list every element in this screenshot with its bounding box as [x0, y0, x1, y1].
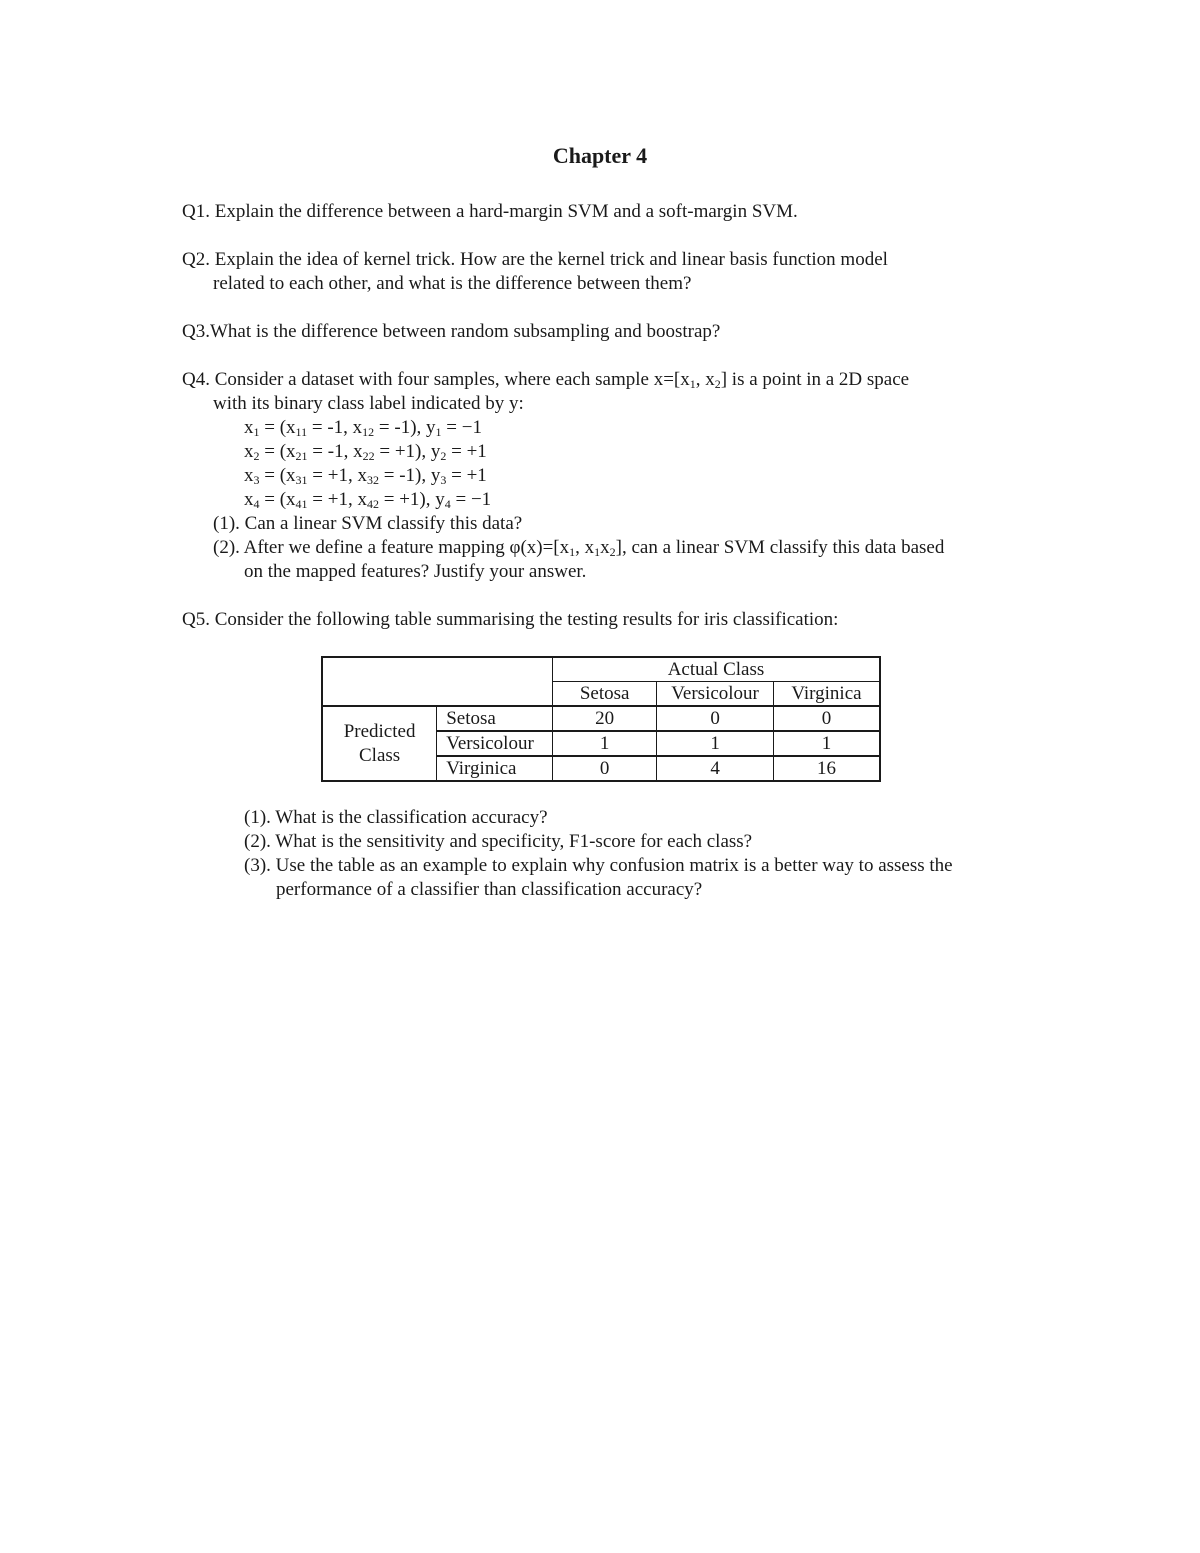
table-cell: 4	[657, 756, 774, 781]
table-cell: 1	[657, 731, 774, 756]
predicted-class-label: Predicted Class	[322, 706, 437, 781]
row-header: Virginica	[437, 756, 553, 781]
question-2-line-1: Q2. Explain the idea of kernel trick. How are the kernel trick and linear basis function model	[182, 249, 888, 270]
question-1: Q1. Explain the difference between a hard-margin SVM and a soft-margin SVM.	[182, 201, 798, 222]
chapter-title: Chapter 4	[552, 143, 648, 168]
sample-row: $x_1 = (x_{11} = -1$, $x_{12} = -1$), $y_1 = -1$	[244, 417, 482, 439]
row-header: Versicolour	[437, 731, 553, 756]
table-cell: 0	[773, 706, 880, 731]
question-5-part-1: (1). What is the classification accuracy?	[244, 807, 548, 828]
column-header: Setosa	[552, 682, 656, 707]
question-5-part-3-line-2: performance of a classifier than classification accuracy?	[276, 879, 703, 900]
table-cell: 1	[773, 731, 880, 756]
question-5-part-2: (2). What is the sensitivity and specificity, F1-score for each class?	[244, 831, 753, 852]
table-cell: 0	[552, 756, 656, 781]
actual-class-header: Actual Class	[552, 657, 880, 682]
column-header: Versicolour	[657, 682, 774, 707]
table-cell: 16	[773, 756, 880, 781]
question-2-line-2: related to each other, and what is the difference between them?	[213, 273, 692, 294]
table-cell: 20	[552, 706, 656, 731]
question-5-intro: Q5. Consider the following table summarising the testing results for iris classification:	[182, 609, 839, 630]
question-4-intro: Q4. Consider a dataset with four samples, where each sample $x=[x_1$, $x_2$] is a point in a 2D space	[182, 369, 910, 391]
question-4-part-2: (2). After we define a feature mapping $\varphi(x)=[x_1$, $x_1x_2$], can a linear SVM classify this data based	[213, 537, 945, 559]
question-4-part-1: (1). Can a linear SVM classify this data?	[213, 513, 523, 534]
row-header: Setosa	[437, 706, 553, 731]
question-4-part-2-line-2: on the mapped features? Justify your answer.	[244, 561, 587, 582]
question-5-part-3: (3). Use the table as an example to explain why confusion matrix is a better way to assess the	[244, 855, 953, 876]
table-cell: 0	[657, 706, 774, 731]
table-cell: 1	[552, 731, 656, 756]
sample-row: $x_2 = (x_{21} = -1$, $x_{22} = +1$), $y_2 = +1$	[244, 441, 487, 463]
question-4-intro-line-2: with its binary class label indicated by y:	[213, 393, 524, 414]
column-header: Virginica	[773, 682, 880, 707]
question-3: Q3.What is the difference between random subsampling and boostrap?	[182, 321, 721, 342]
sample-row: $x_4 = (x_{41} = +1$, $x_{42} = +1$), $y_4 = -1$	[244, 489, 492, 511]
confusion-matrix-table	[321, 656, 881, 782]
sample-row: $x_3 = (x_{31} = +1$, $x_{32} = -1$), $y_3 = +1$	[244, 465, 487, 487]
table-corner-cell	[322, 657, 552, 706]
